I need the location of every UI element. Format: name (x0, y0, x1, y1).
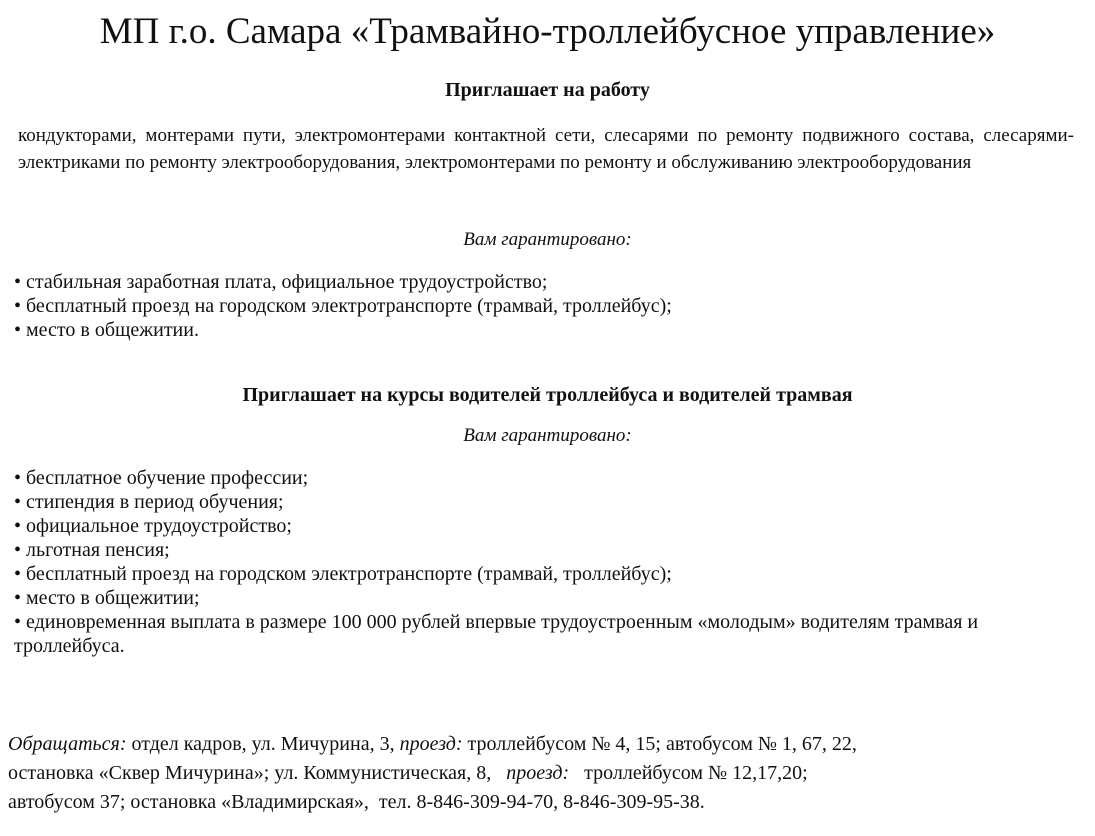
route-2: троллейбусом № 12,17,20; (584, 762, 808, 784)
jobs-benefits-list (14, 270, 1074, 342)
list-item: • бесплатный проезд на городском электротранспорте (трамвай, троллейбус); (14, 562, 1074, 586)
address-1: отдел кадров, ул. Мичурина, 3, (131, 733, 395, 755)
route-label: проезд: (399, 733, 463, 755)
contact-line-3 (8, 788, 1078, 817)
route-2-stop-2: автобусом 37; остановка «Владимирская», (8, 791, 369, 813)
list-item: • бесплатный проезд на городском электротранспорте (трамвай, троллейбус); (14, 294, 1074, 318)
professions-paragraph: кондукторами, монтерами пути, электромонтерами контактной сети, слесарями по ремонту подвижного состава, слесарями-электриками по ремонту электрооборудования, электромонтерами по ремонту и обслуживанию электрооборудования (18, 125, 1074, 173)
list-item: • стабильная заработная плата, официальное трудоустройство; (14, 270, 1074, 294)
contact-line-1 (8, 730, 1078, 759)
document-title: МП г.о. Самара «Трамвайно-троллейбусное управление» (99, 11, 996, 52)
route-label: проезд: (506, 762, 570, 784)
list-item: • бесплатное обучение профессии; (14, 466, 1074, 490)
courses-benefits-list (14, 466, 1074, 658)
stop-1-address-2: остановка «Сквер Мичурина»; ул. Коммунистическая, 8, (8, 762, 492, 784)
list-item: • льготная пенсия; (14, 538, 1074, 562)
contact-line-2 (8, 759, 1078, 788)
jobs-heading: Приглашает на работу (445, 79, 650, 101)
phones: тел. 8-846-309-94-70, 8-846-309-95-38. (378, 791, 705, 813)
list-item: • место в общежитии; (14, 586, 1074, 610)
list-item: • стипендия в период обучения; (14, 490, 1074, 514)
list-item: • место в общежитии. (14, 318, 1074, 342)
courses-guarantee-label: Вам гарантировано: (463, 425, 632, 446)
route-1: троллейбусом № 4, 15; автобусом № 1, 67, 22, (467, 733, 857, 755)
contact-label: Обращаться: (8, 733, 127, 755)
list-item: • единовременная выплата в размере 100 000 рублей впервые трудоустроенным «молодым» водителям трамвая и троллейбуса. (14, 610, 1074, 658)
contact-block (8, 730, 1078, 817)
jobs-guarantee-label: Вам гарантировано: (463, 229, 632, 250)
courses-heading: Приглашает на курсы водителей троллейбуса и водителей трамвая (242, 384, 853, 406)
list-item: • официальное трудоустройство; (14, 514, 1074, 538)
